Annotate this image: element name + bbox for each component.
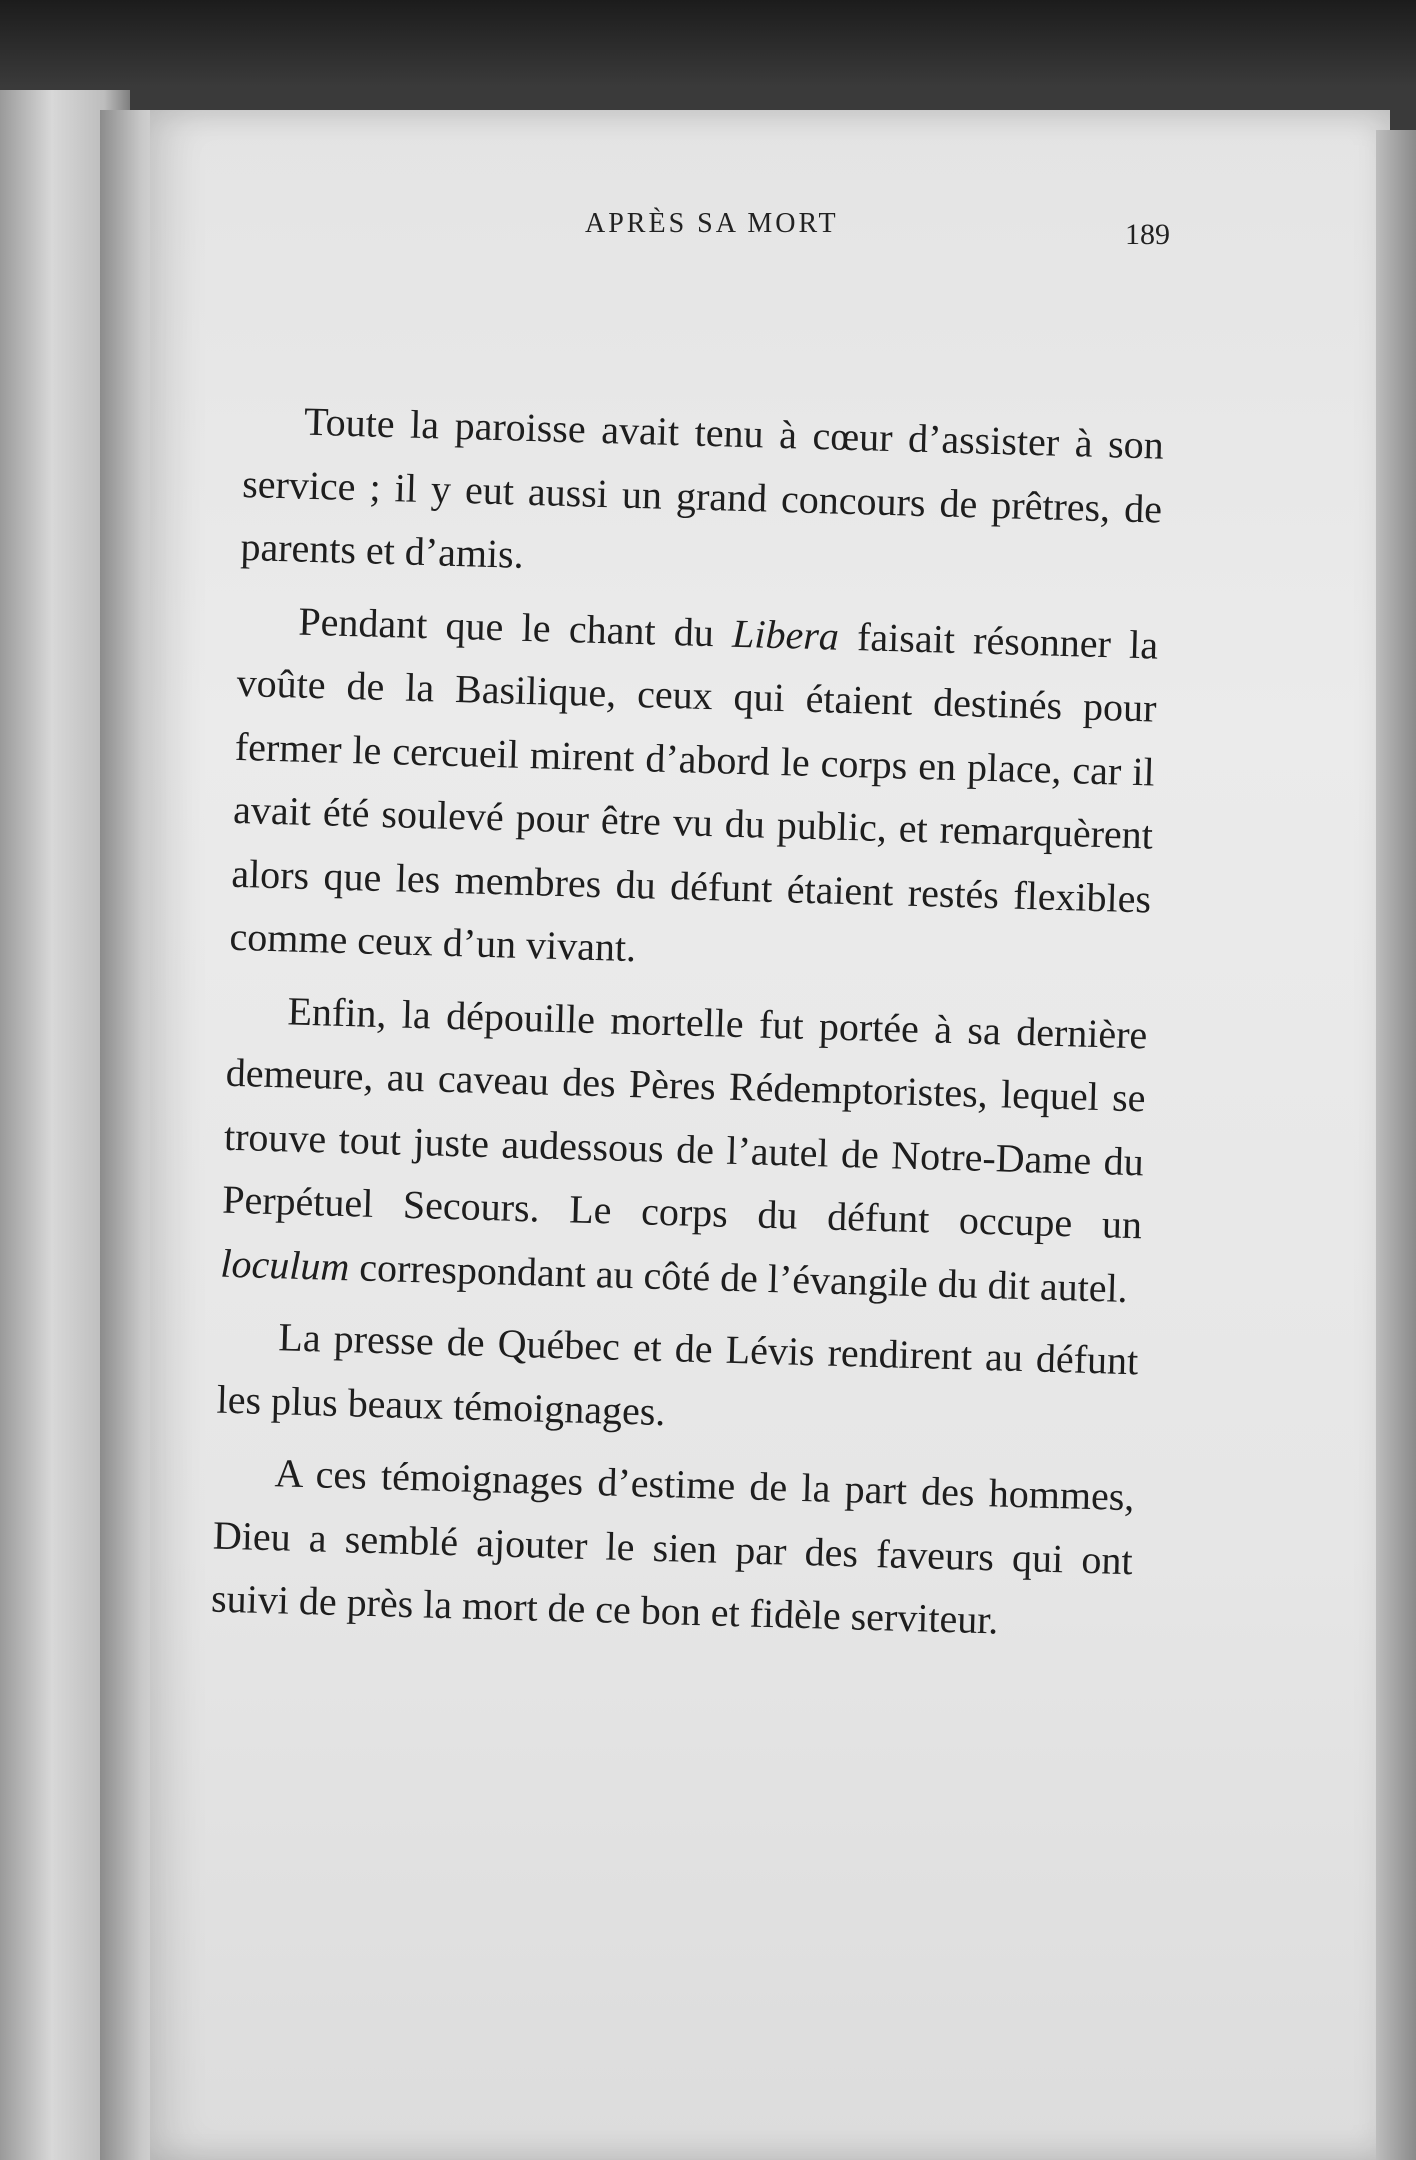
paragraph-text: Pendant que le chant du <box>297 598 733 656</box>
body-text <box>210 388 1165 1665</box>
paragraph-text: La presse de Québec et de Lévis rendirent au défunt les plus beaux témoignages. <box>216 1314 1139 1434</box>
paragraph-text: Enfin, la dépouille mortelle fut portée à sa dernière demeure, au caveau des Pères Rédemptoristes, lequel se trouve tout juste audessous de l’autel de Notre-Dame du Perpétuel Secours. Le corps du défunt occupe un <box>221 987 1148 1248</box>
italic-term: Libera <box>731 610 840 659</box>
running-title: APRÈS SA MORT <box>585 208 839 239</box>
paragraph-text: faisait résonner la voûte de la Basilique, ceux qui étaient destinés pour fermer le cercueil mirent d’abord le corps en place, car il avait été soulevé pour être vu du public, et remarquèrent alors que les membres du défunt étaient restés flexibles comme ceux d’un vivant. <box>229 613 1159 971</box>
paragraph-text: A ces témoignages d’estime de la part des hommes, Dieu a semblé ajouter le sien par des faveurs qui ont suivi de près la mort de ce bon et fidèle serviteur. <box>210 1450 1136 1643</box>
italic-term: loculum <box>219 1240 351 1289</box>
paragraph-text: correspondant au côté de l’évangile du dit autel. <box>348 1243 1129 1311</box>
paragraph-4 <box>216 1304 1139 1457</box>
page-edge-right <box>1376 130 1416 2160</box>
paragraph-2 <box>229 587 1159 994</box>
paragraph-text: Toute la paroisse avait tenu à cœur d’assister à son service ; il y eut aussi un grand concours de prêtres, de parents et d’amis. <box>239 398 1165 577</box>
paragraph-1 <box>240 388 1165 604</box>
page-number: 189 <box>1125 218 1170 251</box>
paragraph-5 <box>210 1440 1135 1656</box>
paragraph-3 <box>220 977 1149 1320</box>
